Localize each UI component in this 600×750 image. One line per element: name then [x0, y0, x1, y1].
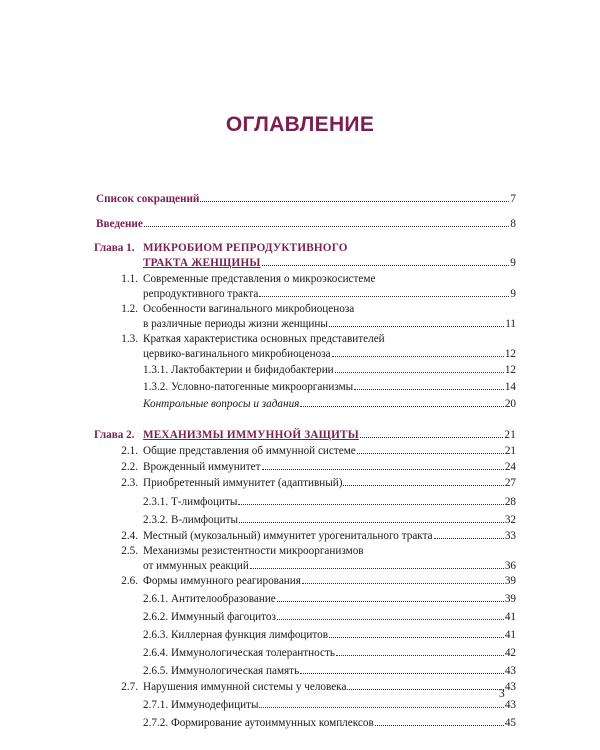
toc-entry-2-6-3[interactable] [96, 628, 516, 644]
toc-entry-2-6-2[interactable] [96, 610, 516, 626]
entry-page: 9 [510, 288, 516, 301]
entry-page: 11 [505, 318, 516, 331]
entry-page: 9 [510, 257, 516, 270]
section-number: 2.3. [121, 477, 138, 489]
chapter-title: МЕХАНИЗМЫ ИММУННОЙ ЗАЩИТЫ [143, 429, 359, 441]
section-number: 2.5. [121, 545, 138, 557]
section-title-line1: Механизмы резистентности микроорганизмов [143, 545, 364, 557]
toc-entry-2-3[interactable] [96, 476, 516, 492]
section-number: 1.1. [121, 273, 138, 285]
section-number: 2.2. [121, 461, 138, 473]
leader-dots [434, 538, 504, 539]
entry-page: 8 [510, 218, 516, 230]
subsection-title: Контрольные вопросы и задания [143, 398, 300, 410]
leader-dots [354, 389, 504, 390]
leader-dots [250, 568, 504, 569]
toc-entry-1-3-1[interactable] [96, 363, 516, 379]
leader-dots [360, 437, 504, 438]
leader-dots [144, 226, 510, 227]
section-title: Формы иммунного реагирования [143, 575, 301, 587]
subsection-title: 2.6.5. Иммунологическая память [143, 665, 300, 677]
entry-page: 12 [504, 364, 516, 376]
section-title-line1: Краткая характеристика основных представителей [143, 333, 385, 345]
section-title: Приобретенный иммунитет (адаптивный) [143, 477, 343, 489]
page-number: 3 [499, 688, 505, 700]
entry-page: 12 [504, 348, 516, 361]
section-title: Врожденный иммунитет [143, 461, 261, 473]
entry-page: 28 [504, 496, 516, 508]
entry-page: 32 [504, 514, 516, 526]
subsection-title: 2.7.2. Формирование аутоиммунных комплексов [143, 717, 374, 729]
leader-dots [259, 296, 509, 297]
entry-page: 24 [504, 461, 516, 473]
toc-entry-1-2[interactable] [96, 302, 516, 333]
leader-dots [238, 504, 503, 505]
subsection-title: 2.7.1. Иммунодефициты [143, 699, 259, 711]
leader-dots [336, 655, 504, 656]
entry-label: Список сокращений [96, 193, 200, 205]
section-title-line2: от иммунных реакций [143, 560, 249, 573]
leader-dots [300, 406, 503, 407]
toc-entry-abbreviations[interactable] [96, 192, 516, 207]
toc-entry-2-5[interactable] [96, 544, 516, 575]
subsection-title: 2.6.4. Иммунологическая толерантность [143, 647, 335, 659]
chapter-number: Глава 2. [94, 429, 135, 441]
entry-page: 27 [504, 477, 516, 489]
leader-dots [262, 469, 504, 470]
toc-entry-introduction[interactable] [96, 217, 516, 232]
subsection-title: 2.6.3. Киллерная функция лимфоцитов [143, 629, 329, 641]
toc-entry-2-7[interactable] [96, 680, 516, 696]
leader-dots [302, 583, 504, 584]
toc-entry-chapter-1[interactable] [96, 241, 516, 272]
entry-page: 36 [504, 560, 516, 573]
leader-dots [239, 522, 504, 523]
entry-page: 7 [510, 193, 516, 205]
entry-label: Введение [96, 218, 143, 230]
toc-entry-1-3-2[interactable] [96, 380, 516, 396]
subsection-title: 2.6.2. Иммунный фагоцитоз [143, 611, 276, 623]
section-title-line2: в различные периоды жизни женщины [143, 318, 328, 331]
toc-entry-2-6-1[interactable] [96, 592, 516, 608]
leader-dots [259, 707, 503, 708]
section-number: 1.2. [121, 303, 138, 315]
toc-entry-control-questions[interactable] [96, 397, 516, 413]
leader-dots [300, 673, 504, 674]
section-title: Местный (мукозальный) иммунитет урогенитального тракта [143, 530, 433, 542]
toc-entry-2-2[interactable] [96, 460, 516, 476]
chapter-title-line1: МИКРОБИОМ РЕПРОДУКТИВНОГО [143, 242, 348, 254]
leader-dots [347, 689, 503, 690]
toc-entry-2-6-5[interactable] [96, 664, 516, 680]
leader-dots [329, 637, 504, 638]
section-title-line1: Современные представления о микроэкосистеме [143, 273, 376, 285]
entry-page: 14 [504, 381, 516, 393]
leader-dots [343, 485, 503, 486]
chapter-title-line2: ТРАКТА ЖЕНЩИНЫ [143, 257, 261, 270]
entry-page: 42 [504, 647, 516, 659]
leader-dots [277, 619, 504, 620]
entry-page: 43 [504, 699, 516, 711]
toc-entry-2-6[interactable] [96, 574, 516, 590]
entry-page: 43 [504, 665, 516, 677]
toc-entry-1-1[interactable] [96, 272, 516, 303]
leader-dots [335, 372, 504, 373]
subsection-title: 1.3.1. Лактобактерии и бифидобактерии [143, 364, 334, 376]
section-number: 2.1. [121, 445, 138, 457]
toc-entry-2-7-2[interactable] [96, 716, 516, 732]
toc-entry-2-1[interactable] [96, 444, 516, 460]
toc-entry-2-6-4[interactable] [96, 646, 516, 662]
entry-page: 20 [504, 398, 516, 410]
entry-page: 41 [504, 629, 516, 641]
toc-entry-1-3[interactable] [96, 332, 516, 363]
leader-dots [200, 201, 509, 202]
section-title: Нарушения иммунной системы у человека [143, 681, 347, 693]
toc-entry-2-7-1[interactable] [96, 698, 516, 714]
section-number: 1.3. [121, 333, 138, 345]
subsection-title: 1.3.2. Условно-патогенные микроорганизмы [143, 381, 354, 393]
toc-entry-chapter-2[interactable] [96, 428, 516, 444]
subsection-title: 2.6.1. Антителообразование [143, 593, 276, 605]
leader-dots [262, 265, 510, 266]
leader-dots [332, 356, 504, 357]
entry-page: 21 [504, 445, 516, 457]
section-number: 2.6. [121, 575, 138, 587]
entry-page: 43 [504, 681, 516, 693]
entry-page: 39 [504, 593, 516, 605]
subsection-title: 2.3.1. Т-лимфоциты [143, 496, 238, 508]
section-number: 2.4. [121, 530, 138, 542]
toc-entry-2-3-1[interactable] [96, 495, 516, 511]
chapter-number: Глава 1. [94, 242, 135, 254]
section-number: 2.7. [121, 681, 138, 693]
toc-entry-2-3-2[interactable] [96, 513, 516, 529]
entry-page: 33 [504, 530, 516, 542]
leader-dots [375, 725, 504, 726]
entry-page: 21 [504, 429, 516, 441]
page-title: ОГЛАВЛЕНИЕ [225, 113, 375, 136]
entry-page: 45 [504, 717, 516, 729]
leader-dots [329, 326, 504, 327]
leader-dots [357, 453, 504, 454]
section-title-line2: репродуктивного тракта [143, 288, 259, 301]
toc-entry-2-4[interactable] [96, 529, 516, 545]
section-title: Общие представления об иммунной системе [143, 445, 356, 457]
section-title-line1: Особенности вагинального микробиоценоза [143, 303, 355, 315]
subsection-title: 2.3.2. В-лимфоциты [143, 514, 239, 526]
entry-page: 41 [504, 611, 516, 623]
entry-page: 39 [504, 575, 516, 587]
section-title-line2: цервико-вагинального микробиоценоза [143, 348, 331, 361]
leader-dots [277, 601, 504, 602]
